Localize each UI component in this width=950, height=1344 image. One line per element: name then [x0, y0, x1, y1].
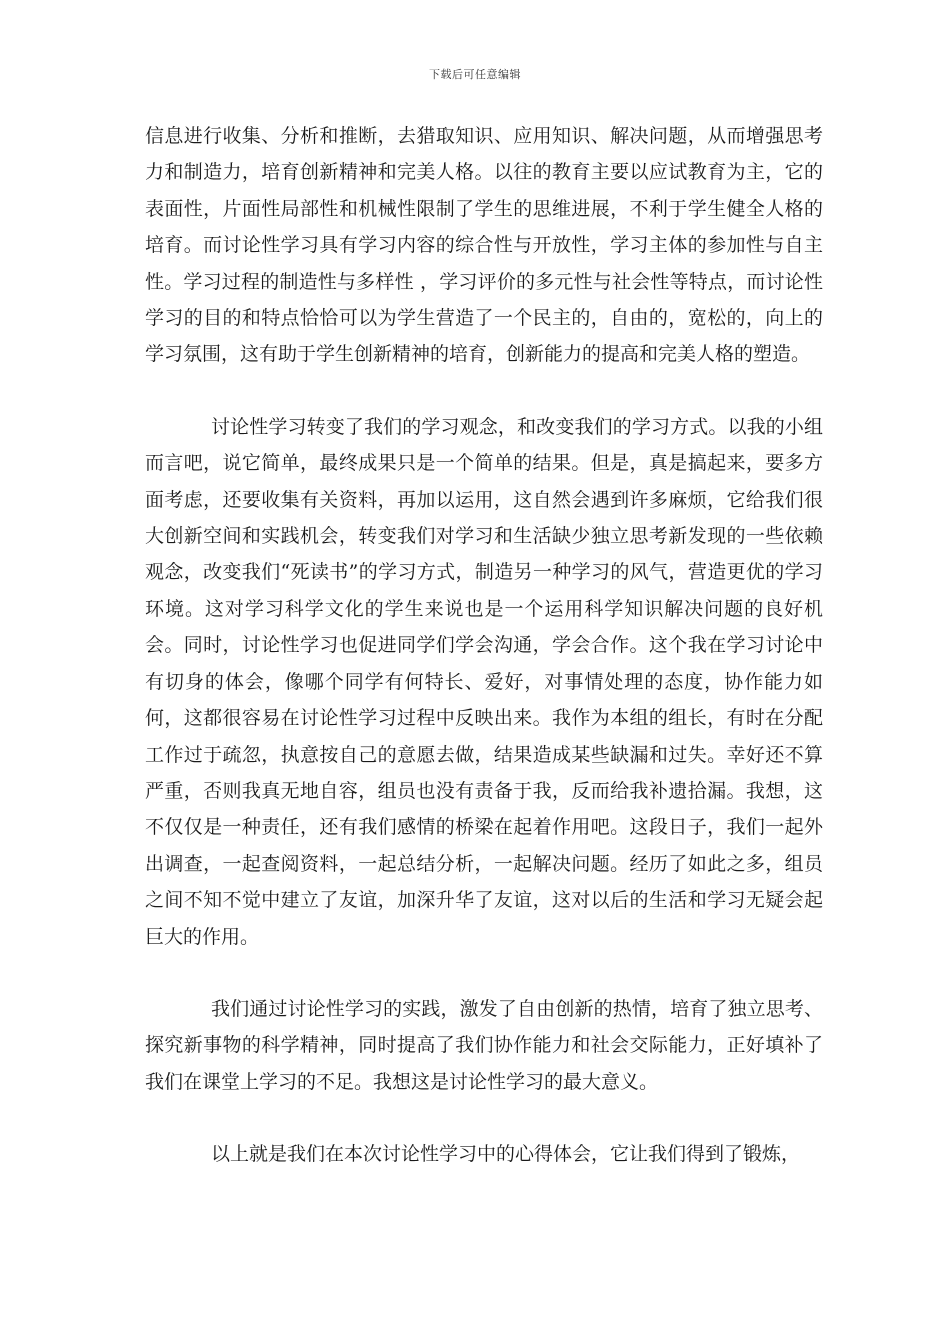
paragraph-2: 讨论性学习转变了我们的学习观念，和改变我们的学习方式。以我的小组而言吧，说它简单，最终成果只是一个简单的结果。但是，真是搞起来，要多方面考虑，还要收集有关资料，再加以运用，这自然会遇到许多麻烦，它给我们很大创新空间和实践机会，转变我们对学习和生活缺少独立思考新发现的一些依赖观念，改变我们“死读书”的学习方式，制造另一种学习的风气，营造更优的学习环境。这对学习科学文化的学生来说也是一个运用科学知识解决问题的良好机会。同时，讨论性学习也促进同学们学会沟通，学会合作。这个我在学习讨论中有切身的体会，像哪个同学有何特长、爱好，对事情处理的态度，协作能力如何，这都很容易在讨论性学习过程中反映出来。我作为本组的组长，有时在分配工作过于疏忽，执意按自己的意愿去做，结果造成某些缺漏和过失。幸好还不算严重，否则我真无地自容，组员也没有责备于我，反而给我补遗拾漏。我想，这不仅仅是一种责任，还有我们感情的桥梁在起着作用吧。这段日子，我们一起外出调查，一起查阅资料，一起总结分析，一起解决问题。经历了如此之多，组员之间不知不觉中建立了友谊，加深升华了友谊，这对以后的生活和学习无疑会起巨大的作用。 — [145, 415, 823, 948]
paragraph-3: 我们通过讨论性学习的实践，激发了自由创新的热情，培育了独立思考、探究新事物的科学精神，同时提高了我们协作能力和社会交际能力，正好填补了我们在课堂上学习的不足。我想这是讨论性学习的最大意义。 — [145, 997, 823, 1093]
paragraph-gap — [145, 955, 823, 991]
paragraph-gap — [145, 373, 823, 409]
paragraph-gap — [145, 1100, 823, 1136]
paragraph-1: 信息进行收集、分析和推断，去猎取知识、应用知识、解决问题，从而增强思考力和制造力，培育创新精神和完美人格。以往的教育主要以应试教育为主，它的表面性，片面性局部性和机械性限制了学生的思维进展，不利于学生健全人格的培育。而讨论性学习具有学习内容的综合性与开放性，学习主体的参加性与自主性。学习过程的制造性与多样性 ，学习评价的多元性与社会性等特点，而讨论性学习的目的和特点恰恰可以为学生营造了一个民主的，自由的，宽松的，向上的学习氛围，这有助于学生创新精神的培育，创新能力的提高和完美人格的塑造。 — [145, 125, 823, 366]
document-body — [145, 118, 823, 1173]
page-header: 下载后可任意编辑 — [429, 68, 521, 81]
paragraph-4: 以上就是我们在本次讨论性学习中的心得体会，它让我们得到了锻炼， — [211, 1143, 801, 1166]
